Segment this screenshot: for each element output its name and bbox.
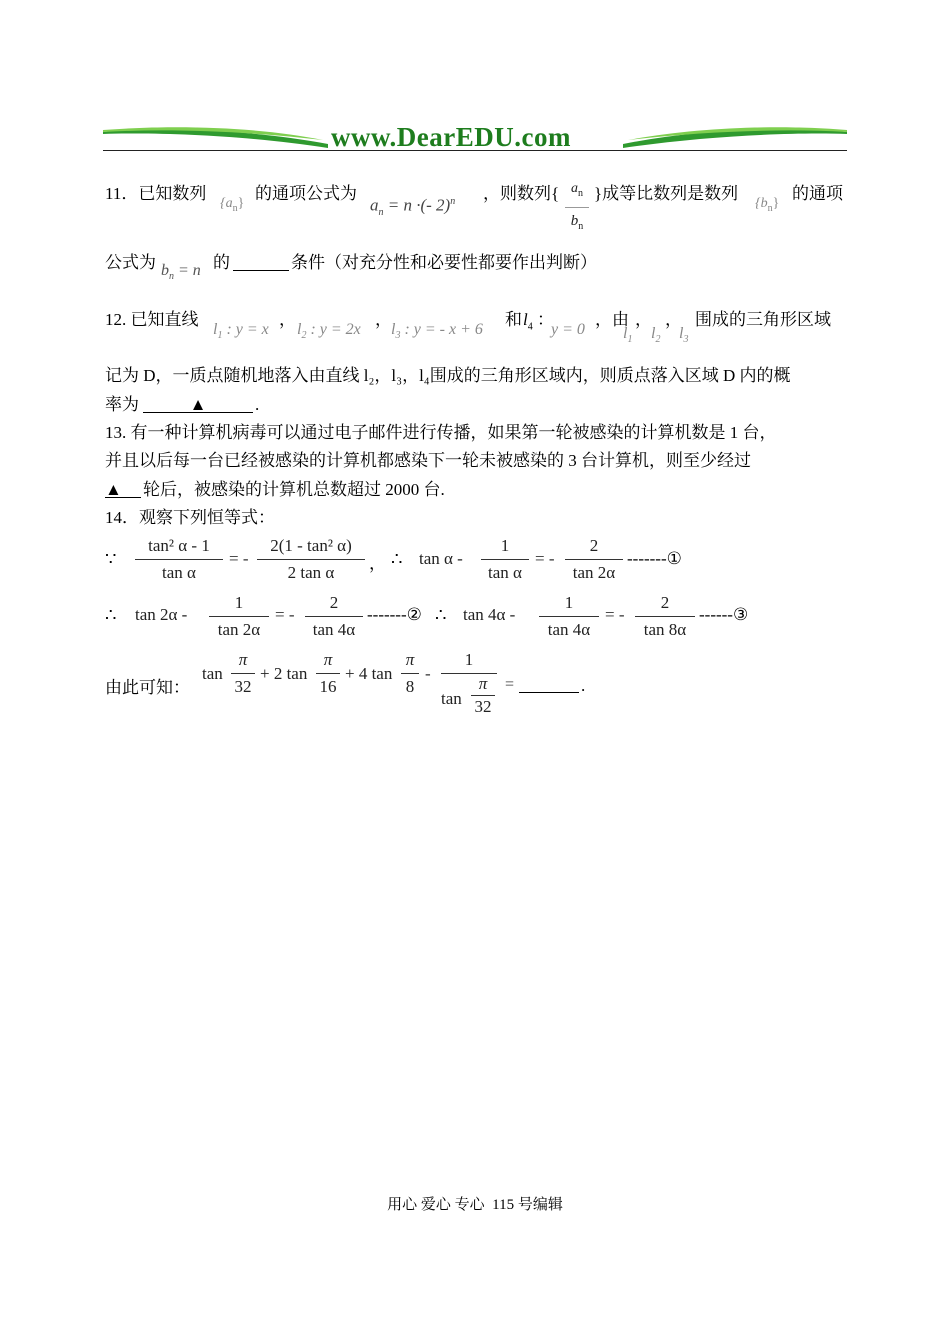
q13-line1: 13. 有一种计算机病毒可以通过电子邮件进行传播，如果第一轮被感染的计算机数是 1 台， [105,423,777,442]
q14-final-frac2: π 16 [316,650,340,697]
q11-number-intro: 11．已知数列 [105,184,207,203]
q14-eq4-lead: tan 4α - [463,605,516,624]
therefore-symbol-1: ∴ [391,549,403,569]
q12-y-eq-0: y = 0 [551,321,585,338]
q12-text-and: 和 [505,310,522,329]
q11-frac-an-bn: $a_n$ $b_n$ [565,179,589,237]
q14-final-eq: = [505,676,515,693]
q12-line-l2: $l_2$ : y = 2x [297,321,361,342]
q14-final-frac1: π 32 [231,650,255,697]
q14-final-minus: - [425,664,431,683]
q11-text-geometric: }成等比数列是数列 [594,184,739,203]
q13-marker-triangle: ▲ [105,480,122,499]
header-banner [103,118,847,152]
q14-title: 14．观察下列恒等式： [105,508,275,527]
q13-line2: 并且以后每一台已经被感染的计算机都感染下一轮未被感染的 3 台计算机，则至少经过 [105,451,751,470]
q12-ref-comma-2: ， [665,310,682,329]
q11-text-then-seq: ，则数列{ [483,184,560,203]
q12-marker-triangle: ▲ [189,395,207,414]
q12-line-l4: $l_4$ [523,310,533,333]
q11-seq-b: $\{b_n\}$ [755,196,780,214]
q11-text-condition: 条件（对充分性和必要性都要作出判断） [291,253,597,272]
q11-cond-bn: $b_n = n$ [161,262,201,283]
q13-text-rounds: 轮后，被感染的计算机总数超过 2000 台. [143,480,445,499]
q14-final-2tan: + 2 tan [260,664,308,683]
q14-eq2-rhs-frac: 2 tan 2α [565,536,623,583]
q12-text-triangle: 围成的三角形区域 [695,310,831,329]
q14-eq2-mid: = - [535,549,555,568]
q12-line-l3: $l_3$ : y = - x + 6 [391,321,483,342]
q14-eq3-frac: 1 tan 2α [209,593,269,640]
q13-answer-blank[interactable] [105,479,141,498]
q14-eq1-rhs-frac: 2(1 - tan² α) 2 tan α [257,536,365,583]
q13-line3 [105,479,605,503]
q14-eq2-tag: -------① [627,549,682,568]
q14-eq4-mid: = - [605,605,625,624]
q11-text-de: 的 [213,253,230,272]
q12-ref-comma-1: ， [635,310,652,329]
q12-text-by: ，由 [595,310,629,329]
q14-eq2-frac: 1 tan α [481,536,529,583]
q11-line2 [105,252,850,282]
header-logo-text: www.DearEDU.com [331,122,571,152]
q12-comma-2: ， [375,310,392,329]
q12-answer-blank[interactable] [143,394,253,413]
q11-text-formula-is: 公式为 [105,253,156,272]
q14-eq4-rhs-frac: 2 tan 8α [635,593,695,640]
q12-ref-l3: $l_3$ [679,325,689,346]
because-symbol: ∵ [105,549,117,569]
page-footer: 用心 爱心 专心 115 号编辑 [387,1197,563,1213]
q12-colon: ： [537,310,554,329]
q12-period: . [255,395,260,414]
q11-text-general: 的通项 [792,184,843,203]
q11-text-general-term: 的通项公式为 [255,184,357,203]
q12-text-prob: 率为 [105,395,139,414]
q11-seq-a: $\{a_n\}$ [220,196,245,214]
q14-eq4-tag: ------③ [699,605,749,624]
q14-eq1-mid: = - [229,549,249,568]
q14-row2 [105,592,850,647]
q12-ref-l1: $l_1$ [623,325,633,346]
q12-line3 [105,394,405,418]
therefore-symbol-3: ∴ [435,605,447,625]
q14-final [105,650,850,730]
q12-line-l1: $l_1$ : y = x [213,321,269,342]
q14-eq3-lead: tan 2α - [135,605,188,624]
q11-line1 [105,183,850,233]
q11-answer-blank[interactable] [233,252,289,271]
q14-eq3-rhs-frac: 2 tan 4α [305,593,363,640]
q12-line2: 记为 D，一质点随机地落入由直线 l₂，l₃，l₄围成的三角形区域内，则质点落入区域 D 内的概 [105,366,791,385]
q14-final-4tan: + 4 tan [345,664,393,683]
q14-eq3-mid: = - [275,605,295,624]
q14-final-tan1: tan [202,664,223,683]
q12-line1 [105,309,850,349]
q12-ref-l2: $l_2$ [651,325,661,346]
q11-formula-an: $a_n = n$ ·(- 2)$^n$ [370,195,456,219]
q14-eq3-tag: -------② [367,605,422,624]
q14-eq1-comma: ， [369,554,386,573]
header-rule [103,150,847,151]
q14-eq1-lhs-frac: tan² α - 1 tan α [135,536,223,583]
q14-final-frac3: π 8 [401,650,419,697]
q14-final-label: 由此可知： [105,678,190,697]
q12-text-intro: 12. 已知直线 [105,310,199,329]
q14-eq4-frac: 1 tan 4α [539,593,599,640]
q14-row1 [105,535,850,590]
therefore-symbol-2: ∴ [105,605,117,625]
q14-final-frac4: 1 tan π 32 [441,650,497,723]
q12-comma-1: ， [279,310,296,329]
q14-answer-blank[interactable] [519,674,579,693]
q14-eq2-lead: tan α - [419,549,463,568]
q14-final-period: . [581,676,586,695]
